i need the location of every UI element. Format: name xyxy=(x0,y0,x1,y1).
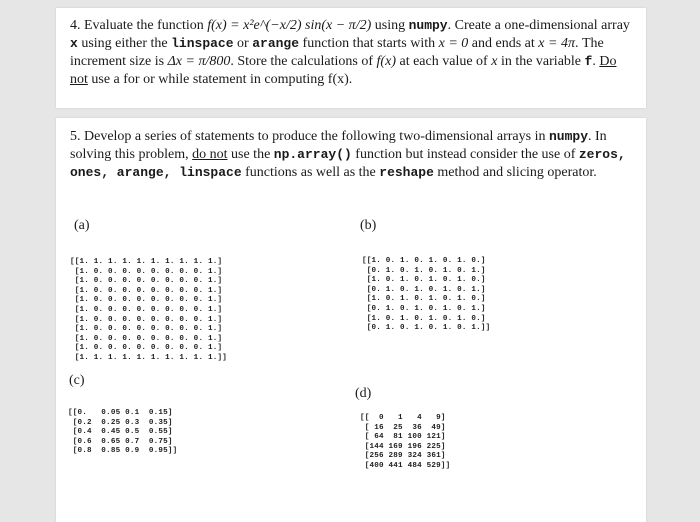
array-d-output: [[ 0 1 4 9] [ 16 25 36 49] [ 64 81 100 121] [144 169 196 225] [256 289 324 361] [400 441 484 529]] xyxy=(360,414,451,470)
function-expression: f(x) = x²e^(−x/2) sin(x − π/2) xyxy=(207,18,372,33)
label-a: (a) xyxy=(74,218,90,233)
problem-5-card xyxy=(56,118,646,522)
array-c-output: [[0. 0.05 0.1 0.15] [0.2 0.25 0.3 0.35] [0.4 0.45 0.5 0.55] [0.6 0.65 0.7 0.75] [0.8 0.85 0.9 0.95]] xyxy=(68,409,178,456)
problem-4-text: 4. Evaluate the function f(x) = x²e^(−x/2) sin(x − π/2) using numpy. Create a one-dimensional array x using either the linspace or arange function that starts with x = 0 and ends at x = 4π. The increment size is Δx = π/800. Store the calculations of f(x) at each value of x in the variable f. Do not use a for or while statement in computing f(x). xyxy=(70,18,630,87)
label-b: (b) xyxy=(360,218,377,233)
label-c: (c) xyxy=(69,373,85,388)
problem-4-card xyxy=(56,8,646,108)
label-d: (d) xyxy=(355,386,372,401)
array-a-output: [[1. 1. 1. 1. 1. 1. 1. 1. 1. 1.] [1. 0. 0. 0. 0. 0. 0. 0. 0. 1.] [1. 0. 0. 0. 0. 0. 0. 0. 0. 1.] [1. 0. 0. 0. 0. 0. 0. 0. 0. 1.] [1. 0. 0. 0. 0. 0. 0. 0. 0. 1.] [1. 0. 0. 0. 0. 0. 0. 0. 0. 1.] [1. 0. 0. 0. 0. 0. 0. 0. 0. 1.] [1. 0. 0. 0. 0. 0. 0. 0. 0. 1.] [1. 0. 0. 0. 0. 0. 0. 0. 0. 1.] [1. 0. 0. 0. 0. 0. 0. 0. 0. 1.] [1. 1. 1. 1. 1. 1. 1. 1. 1. 1.]] xyxy=(70,258,227,362)
problem-5-text: 5. Develop a series of statements to produce the following two-dimensional arrays in numpy. In solving this problem, do not use the np.array() function but instead consider the use of zeros, ones, arange, linspace functions as well as the reshape method and slicing operator. xyxy=(70,129,626,180)
array-b-output: [[1. 0. 1. 0. 1. 0. 1. 0.] [0. 1. 0. 1. 0. 1. 0. 1.] [1. 0. 1. 0. 1. 0. 1. 0.] [0. 1. 0. 1. 0. 1. 0. 1.] [1. 0. 1. 0. 1. 0. 1. 0.] [0. 1. 0. 1. 0. 1. 0. 1.] [1. 0. 1. 0. 1. 0. 1. 0.] [0. 1. 0. 1. 0. 1. 0. 1.]] xyxy=(362,257,491,333)
